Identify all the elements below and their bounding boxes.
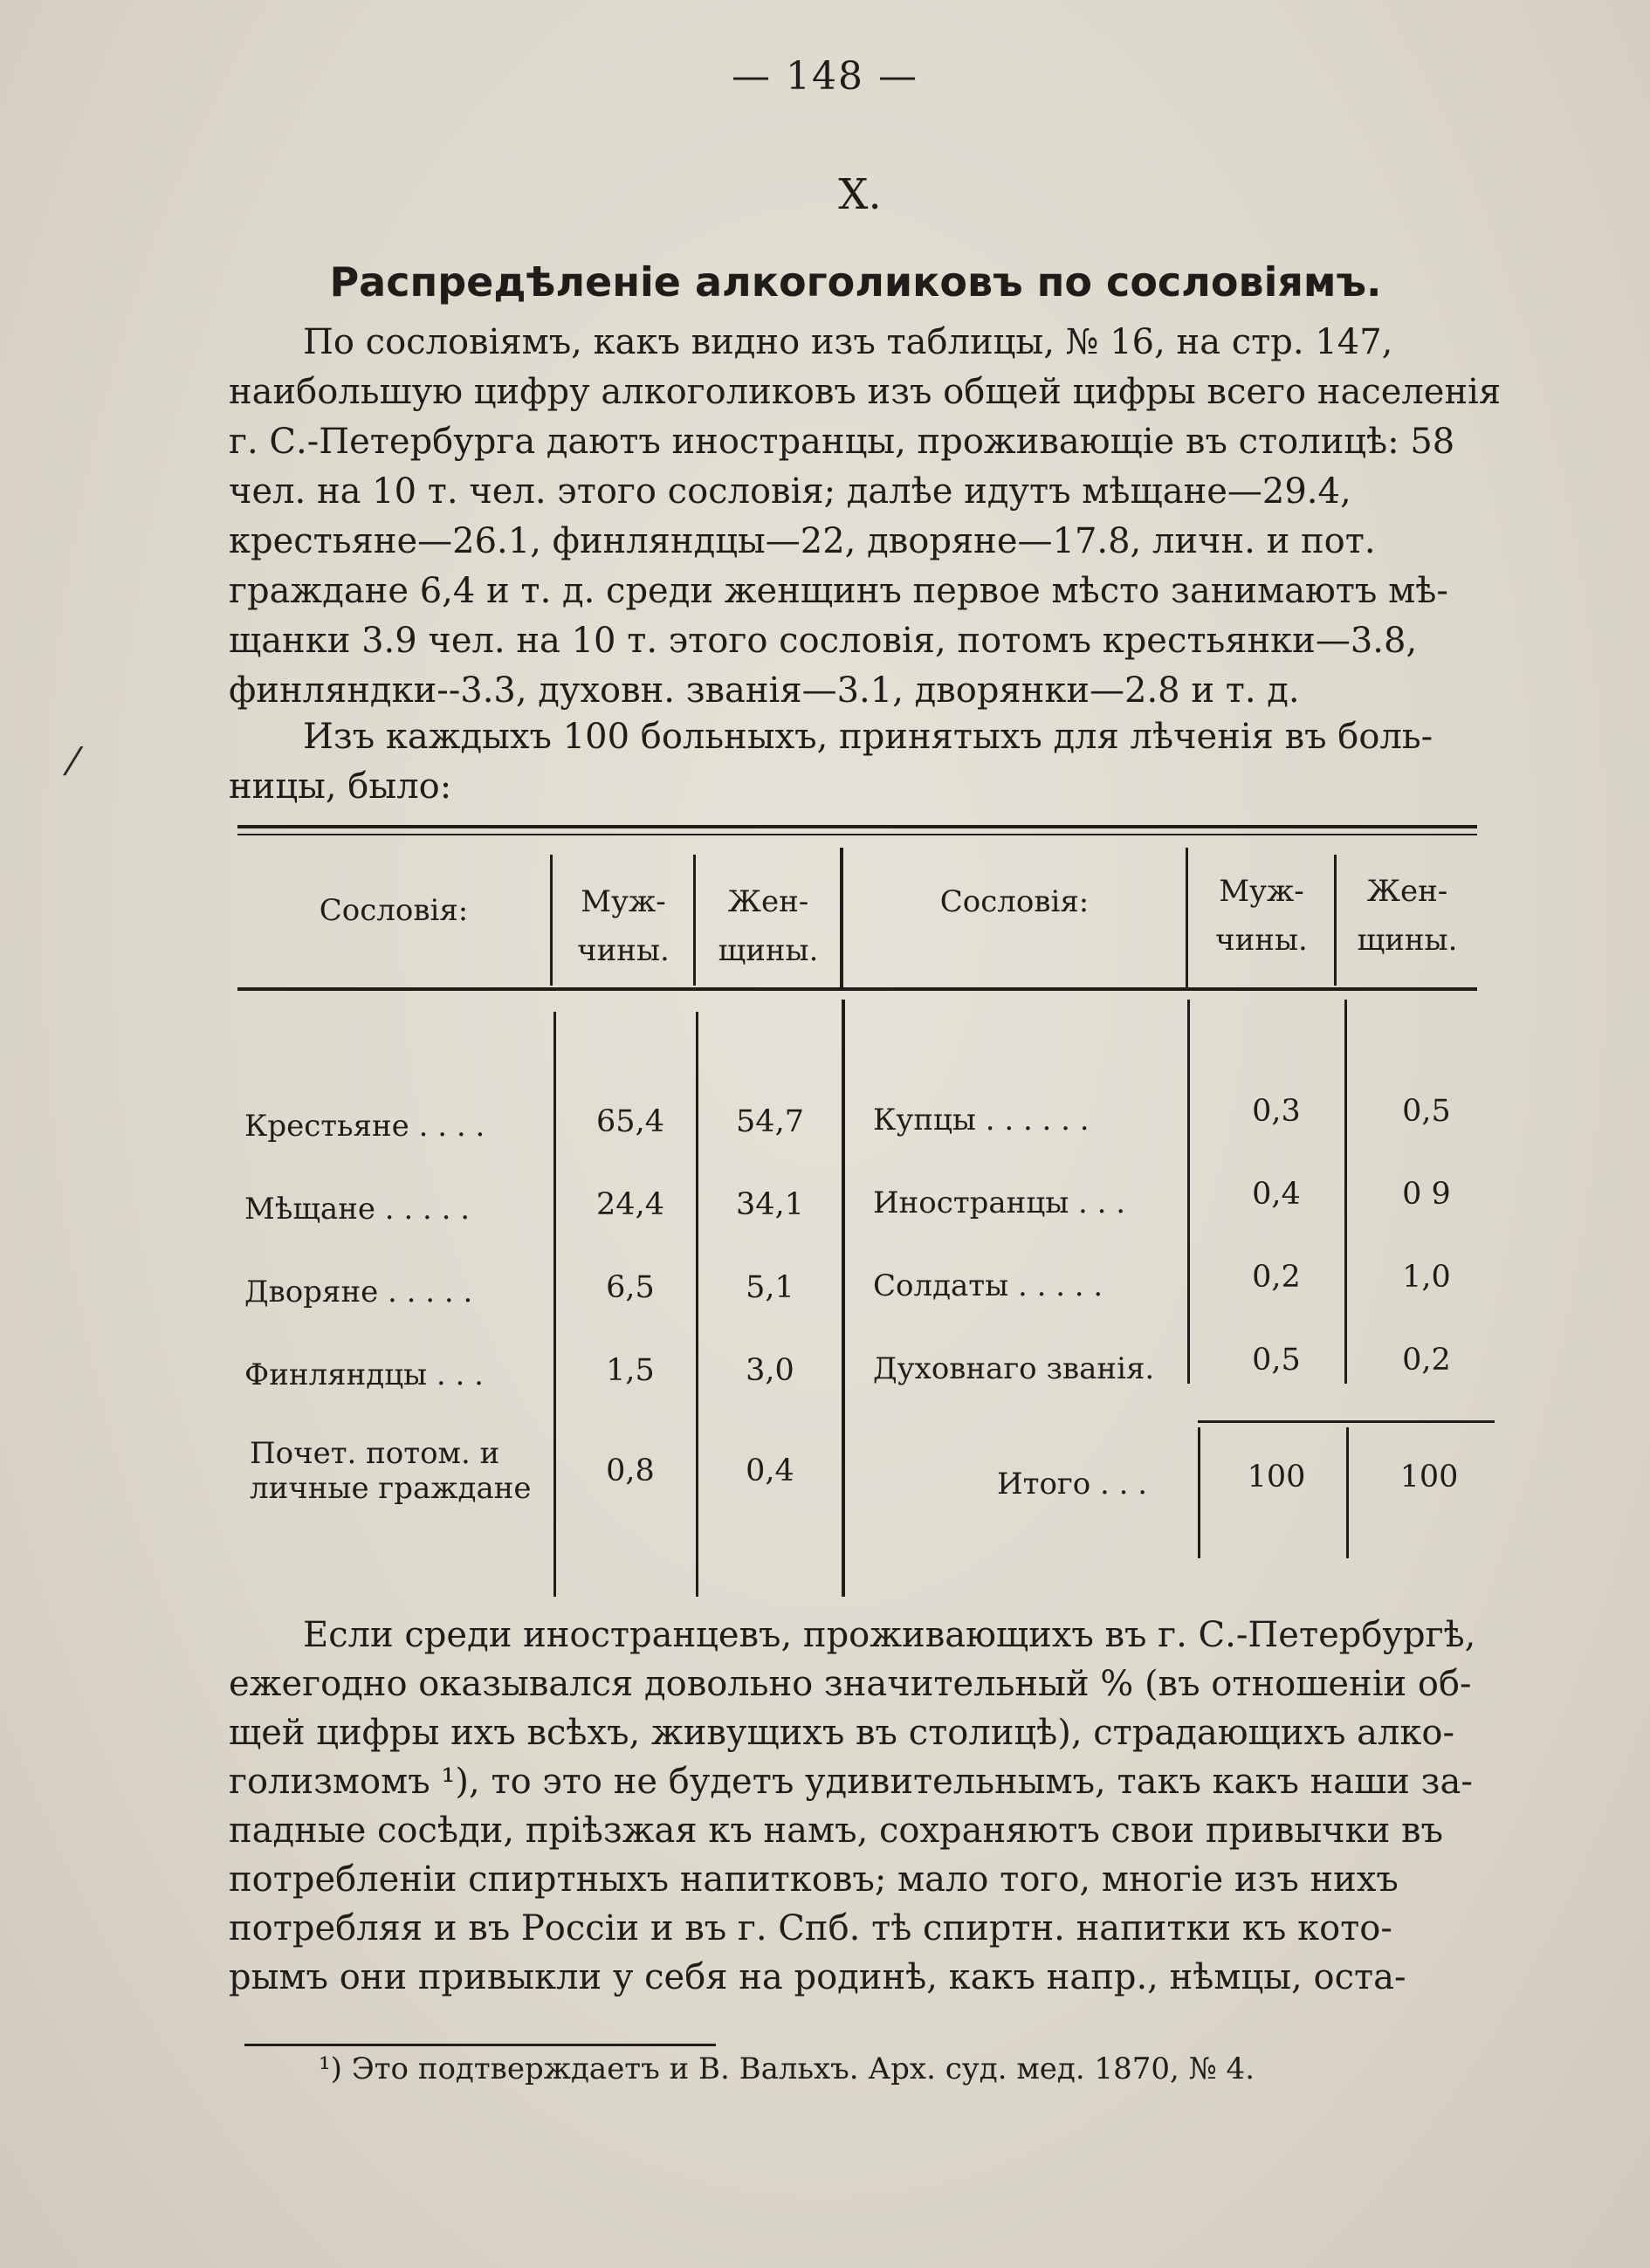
row-women: 0,5 — [1402, 1094, 1451, 1129]
row-name: Крестьяне . . . . — [244, 1109, 485, 1144]
header-line: Жен- — [1366, 874, 1448, 909]
text-line: рымъ они привыкли у себя на родинѣ, какъ напр., нѣмцы, оста- — [229, 1957, 1406, 1997]
table-top-rule — [237, 834, 1477, 835]
text-line: Изъ каждыхъ 100 больныхъ, принятыхъ для лѣченія въ боль- — [303, 717, 1433, 757]
row-women: 54,7 — [736, 1104, 804, 1139]
column-divider — [1186, 848, 1188, 987]
pencil-mark: ⁄ — [70, 740, 77, 785]
row-women: 5,1 — [746, 1270, 794, 1305]
column-divider — [550, 855, 553, 986]
total-men: 100 — [1247, 1460, 1306, 1495]
text-line: потребляя и въ Россіи и въ г. Спб. тѣ спиртн. напитки къ кото- — [229, 1908, 1392, 1948]
text-line: наибольшую цифру алкоголиковъ изъ общей цифры всего населенія — [229, 372, 1502, 412]
text-line: Если среди иностранцевъ, проживающихъ въ г. С.-Петербургѣ, — [303, 1615, 1476, 1655]
section-title: Распредѣленіе алкоголиковъ по сословіямъ. — [329, 258, 1382, 306]
text-line: потребленіи спиртныхъ напитковъ; мало того, многіе изъ нихъ — [229, 1859, 1399, 1900]
row-name: Духовнаго званія. — [873, 1351, 1155, 1386]
column-divider — [1334, 855, 1337, 986]
column-divider — [1198, 1427, 1200, 1558]
column-divider — [1344, 1000, 1347, 1384]
row-women: 3,0 — [746, 1353, 794, 1388]
text-line: крестьяне—26.1, финляндцы—22, дворяне—17.8, личн. и пот. — [229, 521, 1376, 561]
header-men-left — [553, 877, 693, 975]
page-number: — 148 — — [732, 54, 918, 99]
text-line: г. С.-Петербурга даютъ иностранцы, проживающіе въ столицѣ: 58 — [229, 422, 1455, 462]
row-men: 1,5 — [606, 1353, 655, 1388]
row-men: 6,5 — [606, 1270, 655, 1305]
header-women-right — [1337, 867, 1477, 965]
paragraph-1 — [229, 318, 1502, 716]
row-men: 65,4 — [596, 1104, 664, 1139]
text-line: ницы, было: — [229, 766, 452, 807]
row-name: Иностранцы . . . — [873, 1186, 1126, 1220]
table-header-rule — [237, 987, 1477, 991]
row-women: 1,0 — [1402, 1260, 1451, 1295]
table-top-rule — [237, 825, 1477, 828]
column-divider — [842, 1000, 845, 1597]
row-men: 0,8 — [606, 1454, 655, 1488]
header-line: щины. — [718, 933, 819, 968]
header-line: Муж- — [581, 884, 666, 919]
row-name: Финляндцы . . . — [244, 1357, 484, 1392]
estates-table — [237, 825, 1477, 1602]
row-name: Купцы . . . . . . — [873, 1103, 1090, 1137]
row-men: 24,4 — [596, 1187, 664, 1222]
header-line: Жен- — [727, 884, 809, 919]
column-divider — [553, 1012, 556, 1597]
row-women: 0 9 — [1402, 1177, 1451, 1212]
total-rule — [1198, 1420, 1495, 1423]
text-line: граждане 6,4 и т. д. среди женщинъ первое мѣсто занимаютъ мѣ- — [229, 571, 1448, 611]
text-line: падные сосѣди, пріѣзжая къ намъ, сохраняютъ свои привычки въ — [229, 1811, 1443, 1851]
text-line: чел. на 10 т. чел. этого сословія; далѣе идутъ мѣщане—29.4, — [229, 471, 1351, 512]
text-line: щей цифры ихъ всѣхъ, живущихъ въ столицѣ), страдающихъ алко- — [229, 1713, 1454, 1753]
paragraph-3 — [229, 1611, 1499, 2002]
row-men: 0,3 — [1252, 1094, 1301, 1129]
row-women: 34,1 — [736, 1187, 804, 1222]
text-line: голизмомъ ¹), то это не будетъ удивительнымъ, такъ какъ наши за- — [229, 1762, 1473, 1802]
total-women: 100 — [1399, 1460, 1459, 1495]
header-line: щины. — [1357, 923, 1458, 958]
paragraph-2 — [229, 712, 1477, 812]
row-name — [250, 1436, 532, 1506]
header-men-right — [1189, 867, 1334, 965]
row-name-line: Почет. потом. и — [250, 1436, 500, 1471]
column-divider — [693, 855, 696, 986]
row-men: 0,4 — [1252, 1177, 1301, 1212]
row-men: 0,5 — [1252, 1343, 1301, 1378]
row-women: 0,2 — [1402, 1343, 1451, 1378]
row-men: 0,2 — [1252, 1260, 1301, 1295]
row-name-line: личные граждане — [250, 1471, 532, 1506]
row-name: Дворяне . . . . . — [244, 1275, 473, 1309]
header-line: Муж- — [1219, 874, 1304, 909]
column-divider — [696, 1012, 698, 1597]
text-line: ежегодно оказывался довольно значительный % (въ отношеніи об- — [229, 1664, 1472, 1704]
header-women-left — [697, 877, 840, 975]
total-label: Итого . . . — [997, 1467, 1148, 1502]
text-line: финляндки--3.3, духовн. званія—3.1, дворянки—2.8 и т. д. — [229, 670, 1300, 711]
footnote-rule — [244, 2044, 716, 2046]
header-estate-right: Сословія: — [939, 884, 1090, 919]
section-number: X. — [838, 170, 882, 219]
column-divider — [1187, 1000, 1190, 1384]
text-line: щанки 3.9 чел. на 10 т. этого сословія, потомъ крестьянки—3.8, — [229, 621, 1418, 661]
footnote: ¹) Это подтверждаетъ и В. Вальхъ. Арх. суд. мед. 1870, № 4. — [319, 2052, 1255, 2086]
header-line: чины. — [577, 933, 670, 968]
row-name: Солдаты . . . . . — [873, 1268, 1103, 1303]
text-line: По сословіямъ, какъ видно изъ таблицы, № 16, на стр. 147, — [303, 322, 1393, 362]
header-estate-left: Сословія: — [319, 893, 469, 928]
header-line: чины. — [1215, 923, 1308, 958]
row-women: 0,4 — [746, 1454, 794, 1488]
column-divider — [1346, 1427, 1349, 1558]
row-name: Мѣщане . . . . . — [244, 1192, 471, 1227]
